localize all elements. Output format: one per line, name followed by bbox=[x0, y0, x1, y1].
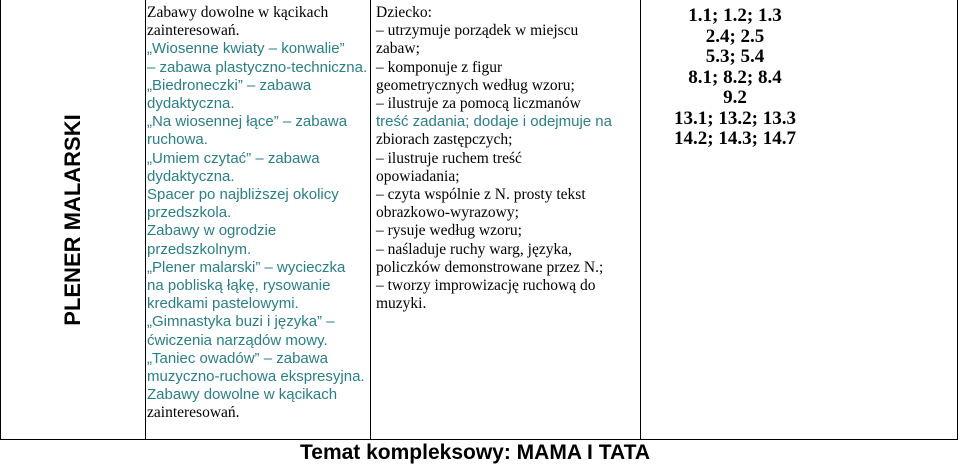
activities-column bbox=[147, 4, 369, 423]
outcome-line: – ilustruje ruchem treść bbox=[376, 149, 522, 167]
outcome-line: muzyki. bbox=[376, 295, 427, 313]
activity-line: „Umiem czytać” – zabawa bbox=[147, 149, 320, 167]
activity-line: zainteresowań. bbox=[147, 22, 240, 40]
activity-line: Spacer po najbliższej okolicy bbox=[147, 186, 339, 204]
table-divider bbox=[640, 0, 641, 440]
activity-line: dydaktyczna. bbox=[147, 95, 235, 113]
activity-line: Zabawy dowolne w kącikach bbox=[147, 4, 329, 21]
activity-line: ruchowa. bbox=[147, 131, 208, 149]
outcome-line: – ilustruje za pomocą liczmanów bbox=[376, 95, 581, 113]
activity-line: zainteresowań. bbox=[147, 404, 240, 422]
outcome-line: Dziecko: bbox=[376, 4, 432, 21]
outcome-line: obrazkowo-wyrazowy; bbox=[376, 204, 519, 222]
activity-line: „Wiosenne kwiaty – konwalie” bbox=[147, 40, 345, 58]
activity-line: „Na wiosennej łące” – zabawa bbox=[147, 113, 348, 131]
outcome-line: geometrycznych według wzoru; bbox=[376, 76, 575, 94]
curriculum-code-line: 2.4; 2.5 bbox=[705, 25, 765, 47]
activity-line: Zabawy dowolne w kącikach bbox=[147, 386, 338, 404]
activity-line: kredkami pastelowymi. bbox=[147, 295, 299, 313]
table-divider bbox=[370, 0, 371, 440]
curriculum-code-line: 8.1; 8.2; 8.4 bbox=[688, 66, 782, 88]
activity-line: muzyczno-ruchowa ekspresyjna. bbox=[147, 368, 365, 386]
side-title-cell bbox=[0, 0, 145, 440]
outcome-line: – utrzymuje porządek w miejscu bbox=[376, 22, 579, 40]
curriculum-code-line: 13.1; 13.2; 13.3 bbox=[674, 107, 796, 129]
activity-line: „Taniec owadów” – zabawa bbox=[147, 349, 328, 367]
outcome-line: zabaw; bbox=[376, 40, 420, 58]
outcome-line: – komponuje z figur bbox=[376, 58, 503, 76]
side-title: PLENER MALARSKI bbox=[60, 114, 85, 326]
curriculum-code-line: 9.2 bbox=[723, 87, 747, 108]
activity-line: „Plener malarski” – wycieczka bbox=[147, 258, 346, 276]
activity-line: przedszkola. bbox=[147, 204, 232, 222]
activity-line: „Biedroneczki” – zabawa bbox=[147, 76, 312, 94]
outcome-line: zbiorach zastępczych; bbox=[376, 131, 513, 149]
activity-line: Zabawy w ogrodzie bbox=[147, 222, 277, 240]
outcome-line: – tworzy improwizację ruchową do bbox=[376, 277, 596, 295]
activity-line: dydaktyczna. bbox=[147, 167, 235, 185]
activity-line: ćwiczenia narządów mowy. bbox=[147, 331, 328, 349]
table-divider bbox=[957, 0, 958, 440]
curriculum-code-line: 14.2; 14.3; 14.7 bbox=[674, 128, 796, 149]
curriculum-code-line: 1.1; 1.2; 1.3 bbox=[688, 5, 782, 26]
outcomes-column bbox=[376, 4, 640, 313]
activity-line: – zabawa plastyczno-techniczna. bbox=[147, 58, 368, 76]
outcome-line: – czyta wspólnie z N. prosty tekst bbox=[376, 186, 586, 204]
table-divider bbox=[145, 0, 146, 440]
outcome-line: policzków demonstrowane przez N.; bbox=[376, 258, 604, 276]
outcome-line: – rysuje według wzoru; bbox=[376, 222, 522, 240]
activity-line: przedszkolnym. bbox=[147, 240, 252, 258]
activity-line: na pobliską łąkę, rysowanie bbox=[147, 277, 331, 295]
activity-line: „Gimnastyka buzi i języka” – bbox=[147, 313, 335, 331]
curriculum-code-line: 5.3; 5.4 bbox=[705, 46, 765, 67]
outcome-line: – naśladuje ruchy warg, języka, bbox=[376, 240, 572, 258]
topic-footer: Temat kompleksowy: MAMA I TATA bbox=[300, 441, 651, 464]
curriculum-codes-column bbox=[644, 6, 826, 150]
outcome-line: treść zadania; dodaje i odejmuje na bbox=[376, 113, 612, 131]
outcome-line: opowiadania; bbox=[376, 167, 460, 185]
